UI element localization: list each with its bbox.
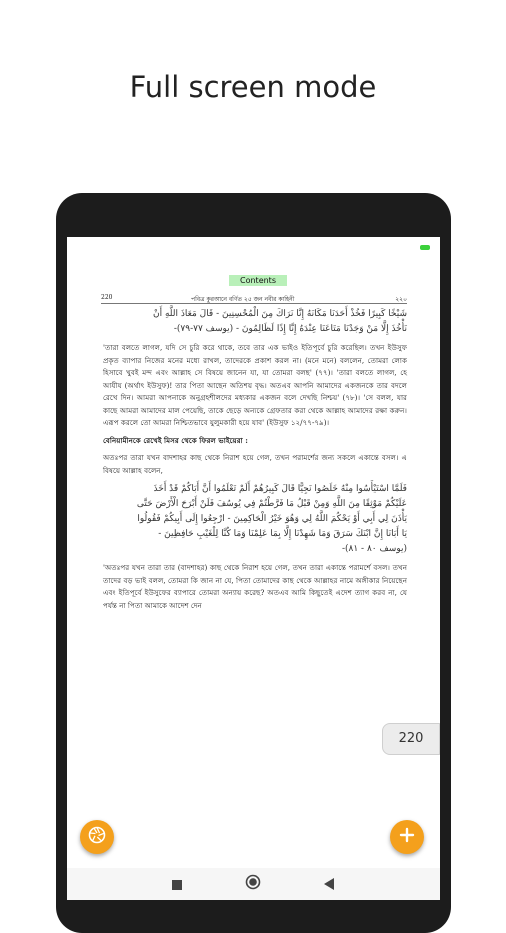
page-indicator[interactable]: 220: [382, 723, 440, 755]
header-divider: [101, 303, 407, 304]
headline: Full screen mode: [129, 70, 377, 104]
back-triangle-icon: [324, 875, 334, 894]
home-circle-icon: [245, 874, 261, 894]
reader-screen[interactable]: [67, 237, 440, 897]
home-button[interactable]: [245, 876, 261, 892]
arabic-verse: عَلَيْكُمْ مَوْثِقًا مِنَ اللَّهِ وَمِنْ قَبْلُ مَا فَرَّطْتُمْ فِي يُوسُفَ فَلَنْ أَبْرَحَ الْأَرْضَ حَتَّى: [136, 499, 407, 509]
recent-apps-button[interactable]: [169, 876, 185, 892]
back-button[interactable]: [321, 876, 337, 892]
running-title: পবিত্র কুরআনে বর্ণিত ২৫ জন নবীর কাহিনী: [191, 296, 295, 303]
contents-button[interactable]: Contents: [229, 275, 287, 286]
section-heading: বেনিয়ামীনকে রেখেই মিসর থেকে ফিরল ভাইয়েরা :: [103, 435, 248, 445]
arabic-verse: يَأْذَنَ لِي أَبِي أَوْ يَحْكُمَ اللَّهُ لِي وَهُوَ خَيْرُ الْحَاكِمِينَ - ارْجِعُوا إِلَى أَبِيكُمْ فَقُولُوا: [137, 514, 407, 524]
verse-reference: (يوسف ٨٠ - ٨١)-: [341, 544, 407, 554]
stop-square-icon: [172, 875, 182, 894]
page-body: [103, 307, 407, 612]
bengali-paragraph: 'তারা বলতে লাগল, যদি সে চুরি করে থাকে, তবে তার এক ভাইও ইতিপূর্বে চুরি করেছিল। তখন ইউসুফ প্রকৃত ব্যাপার নিজের মনের মধ্যে রাখল, তাদেরকে প্রকাশ করল না। (মনে মনে) বললেন, তোমরা লোক হিসাবে খুবই মন্দ এবং আল্লাহ সে বিষয়ে জানেন যা, যা তোমরা বলছ' (৭৭)। 'তারা বলতে লাগল, হে আযীয (অর্থাৎ ইউসুফ)! তার পিতা আছেন অতিশয় বৃদ্ধ। অতএব আপনি আমাদের একজনকে তার বদলে রেখে দিন। আমরা আপনাকে অনুগ্রহশীলদের মধ্যকার একজন বলে দেখছি নিশ্চয়' (৭৮)। 'সে বলল, যার কাছে আমরা আমাদের মাল পেয়েছি, তাকে ছেড়ে অন্যকে গ্রেফতার করা থেকে আল্লাহ আমাদের রক্ষা করুন। এরূপ করলে তো আমরা নিশ্চিতভাবে যুলুমকারী হয়ে যাব' (ইউসুফ ১২/৭৭-৭৯)।: [103, 343, 407, 427]
arabic-verse: يَا أَبَانَا إِنَّ ابْنَكَ سَرَقَ وَمَا شَهِدْنَا إِلَّا بِمَا عَلِمْنَا وَمَا كُنَّا لِلْغَيْبِ حَافِظِينَ -: [158, 529, 407, 539]
shutter-button[interactable]: [80, 820, 114, 854]
shutter-icon: [88, 826, 106, 848]
arabic-verse: نَأْخُذَ إِلَّا مَنْ وَجَدْنَا مَتَاعَنَا عِنْدَهُ إِنَّا إِذًا لَظَالِمُونَ - (يوسف ٧٧-٧٩)-: [173, 324, 407, 334]
arabic-verse: شَيْخًا كَبِيرًا فَخُذْ أَحَدَنَا مَكَانَهُ إِنَّا نَرَاكَ مِنَ الْمُحْسِنِينَ - قَالَ مَعَاذَ اللَّهِ أَنْ: [153, 309, 407, 319]
arabic-verse: فَلَمَّا اسْتَيْأَسُوا مِنْهُ خَلَصُوا نَجِيًّا قَالَ كَبِيرُهُمْ أَلَمْ تَعْلَمُوا أَنَّ أَبَاكُمْ قَدْ أَخَذَ: [153, 484, 407, 494]
battery-indicator-icon: [420, 245, 430, 250]
add-button[interactable]: [390, 820, 424, 854]
page-number-left: 220: [101, 294, 113, 301]
bengali-paragraph: 'অতঃপর যখন তারা তার (বাদশাহর) কাছ থেকে নিরাশ হয়ে গেল, তখন তারা একান্তে পরামর্শে বসল। তখন তাদের বড় ভাই বলল, তোমরা কি জান না যে, পিতা তোমাদের কাছ থেকে আল্লাহর নামে অঙ্গীকার নিয়েছেন এবং ইতিপূর্বে ইউসুফের ব্যাপারে তোমরা অন্যায় করেছ? অতএব আমি কিছুতেই এদেশ ত্যাগ করব না, যে পর্যন্ত না পিতা আমাকে আদেশ দেন: [103, 563, 407, 610]
page-number-right: ২২০: [395, 296, 407, 303]
plus-icon: [399, 827, 415, 847]
system-nav-bar: [67, 868, 440, 900]
bengali-paragraph: অতঃপর তারা যখন বাদশাহর কাছ থেকে নিরাশ হয়ে গেল, তখন পরামর্শের জন্য সকলে একান্তে বসল। এ বিষয়ে আল্লাহ বলেন,: [103, 453, 407, 475]
phone-frame: [56, 193, 451, 933]
